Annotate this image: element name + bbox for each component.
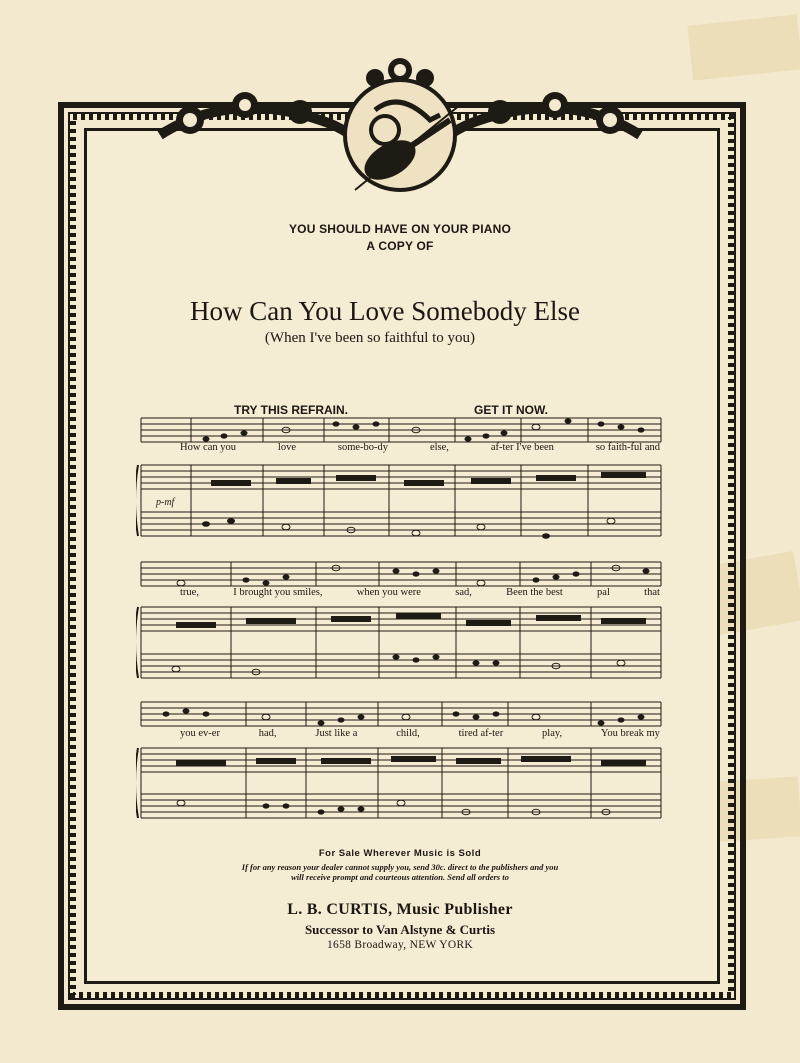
lyric: had, — [258, 728, 277, 739]
note-line-2: will receive prompt and courteous attention. Send all orders to — [291, 872, 509, 882]
lyric: when you were — [356, 587, 421, 598]
publisher-address: 1658 Broadway, NEW YORK — [326, 939, 474, 951]
publisher-name: L. B. CURTIS, Music Publisher — [287, 901, 513, 918]
song-subtitle: (When I've been so faithful to you) — [264, 330, 476, 346]
lyric: I brought you smiles, — [233, 587, 323, 598]
sheet-music-notation — [136, 410, 666, 830]
lyric: else, — [429, 442, 449, 453]
lyric: so faith-ful and — [595, 442, 660, 453]
lyric: child, — [396, 728, 420, 739]
lyric: that — [644, 587, 660, 598]
note-line-1: If for any reason your dealer cannot supply you, send 30c. direct to the publishers and you — [241, 862, 559, 872]
staff-system-1 — [136, 418, 661, 536]
lyrics-system-2 — [180, 587, 660, 601]
lyric: love — [277, 442, 296, 453]
lyric: some-bo-dy — [337, 442, 389, 453]
lyric: play, — [542, 728, 563, 739]
lyric: Been the best — [506, 587, 563, 598]
song-title: How Can You Love Somebody Else — [190, 296, 580, 326]
lyric: Just like a — [315, 728, 358, 739]
refrain-label: TRY THIS REFRAIN. — [234, 403, 349, 417]
lyrics-system-3 — [180, 728, 660, 742]
lyric: tired af-ter — [458, 728, 504, 739]
sale-line: For Sale Wherever Music is Sold — [318, 848, 482, 859]
staff-system-2 — [136, 562, 661, 678]
heading-line-2: A COPY OF — [366, 239, 434, 253]
successor-line: Successor to Van Alstyne & Curtis — [304, 922, 496, 937]
get-it-now-label: GET IT NOW. — [474, 403, 548, 417]
lyric: sad, — [455, 587, 472, 598]
heading-line-1: YOU SHOULD HAVE ON YOUR PIANO — [288, 222, 512, 236]
lyric: af-ter I've been — [490, 442, 554, 453]
lyric: pal — [597, 587, 610, 598]
ornament-header — [150, 50, 650, 200]
lyric: How can you — [180, 442, 236, 453]
lyrics-system-1 — [180, 442, 660, 456]
lyric: true, — [180, 587, 199, 598]
lyric: you ev-er — [180, 728, 220, 739]
dynamic-mark: p-mf — [156, 497, 175, 508]
tape-strip — [687, 14, 800, 80]
lyric: You break my — [600, 728, 660, 739]
